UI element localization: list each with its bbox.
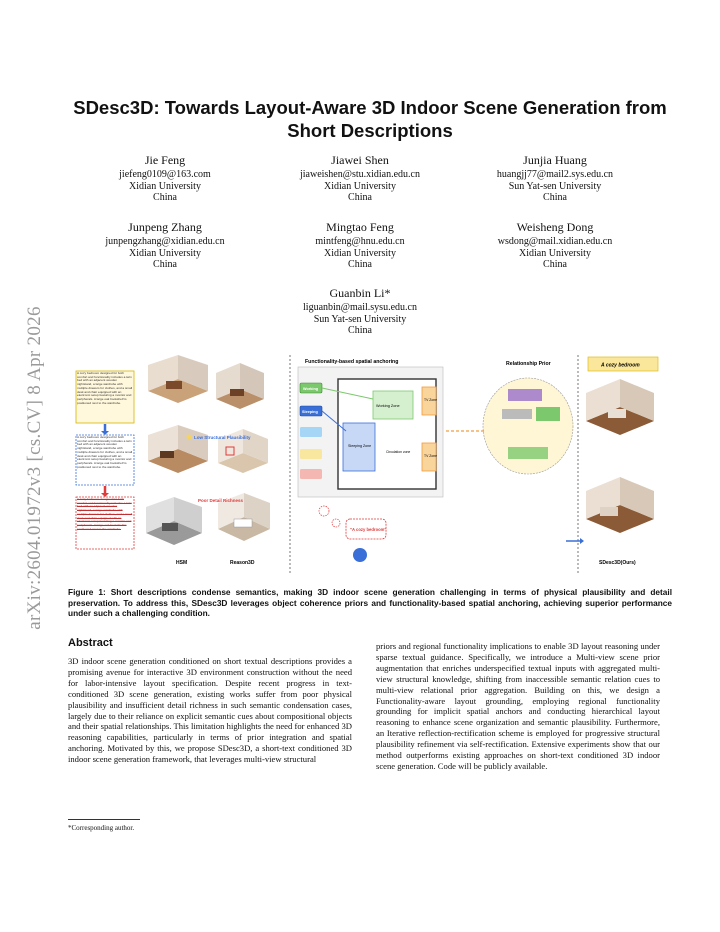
author-country: China [153, 192, 177, 203]
author-name: Jie Feng [144, 153, 186, 167]
author-email: wsdong@mail.xidian.edu.cn [497, 236, 613, 247]
abstract-heading: Abstract [68, 637, 113, 649]
paper-title: SDesc3D: Towards Layout-Aware 3D Indoor Scene Generation from Short Descriptions [73, 97, 667, 141]
down-arrow-icon [101, 431, 109, 435]
author-email: jiefeng0109@163.com [119, 169, 211, 180]
ours-label: SDesc3D(Ours) [599, 560, 636, 566]
abstract-right-column: priors and regional functionality implications to enable 3D layout reasoning under sparse textual guidance. Specifically, we introduce a Multi-view scene prior augmentation that enriches underspecified textual inputs with aggregated multi-view structural knowledge, shifting from inaccessible semantic relation cues to multi-view relational prior aggregation. Building on this, we design a Functionality-aware layout grounding, employing regional functionality grounding for implicit spatial anchors and conducting hierarchical layout reasoning to enhance scene organization and semantic plausibility. Furthermore, an Iterative reflection-rectification scheme is employed for progressive structural plausibility refinement via self-rectification. Extensive experiments show that our method outperforms existing approaches on short-text conditioned 3D indoor scene generation. Code will be publicly available. [376, 641, 660, 771]
author-affiliation: Xidian University [324, 180, 396, 192]
author-block-5 [260, 220, 460, 271]
author-name: Guanbin Li* [329, 286, 391, 300]
func-anchoring-title: Functionality-based spatial anchoring [305, 359, 399, 365]
warning-icon [187, 435, 192, 440]
prompt-box-bottom [76, 497, 134, 549]
poor-detail-label: Poor Detail Richness [198, 498, 244, 503]
author-email: liguanbin@mail.sysu.edu.cn [303, 302, 417, 313]
cozy-box-text: A cozy bedroom [601, 362, 640, 369]
author-block-6 [455, 220, 655, 271]
hsm-render-2 [148, 425, 208, 473]
tag-yellow [300, 449, 322, 459]
prompt-text: A cozy bedroom designed for both comfort and functionality includes a twin bed with an adjacent wooden nightstand, a large wardrobe with multiple drawers for clothes, and a small desk and chair equipped with an electronic setup featuring a monitor and peripherals. A large oak bookshelf is positioned next to the wardrobe. [77, 372, 133, 405]
tv-zone-label: TV Zone [424, 454, 438, 458]
prompt-text: A cozy bedroom designed for both comfort and functionality includes a twin bed with an adjacent wooden nightstand, a large wardrobe with multiple drawers for clothes, and a small desk and chair equipped with an electronic setup featuring a monitor and peripherals. A large oak bookshelf is positioned next to the wardrobe. [77, 498, 133, 531]
author-name: Junjia Huang [523, 153, 587, 167]
cozy-bubble-text: "A cozy bedroom" [350, 527, 387, 532]
author-email: jiaweishen@stu.xidian.edu.cn [299, 169, 420, 180]
tag-light-blue [300, 427, 322, 437]
relation-object [508, 389, 542, 401]
author-block-7 [260, 286, 460, 337]
arxiv-stamp-text: arXiv:2604.01972v3 [cs.CV] 8 Apr 2026 [24, 306, 45, 630]
tv-zone-label: TV Zone [424, 398, 438, 402]
author-name: Weisheng Dong [516, 220, 594, 234]
teaser-figure [68, 351, 668, 579]
right-arrow-icon [580, 538, 584, 544]
hsm-label: HSM [176, 560, 188, 566]
author-country: China [153, 259, 177, 270]
footnote-rule [68, 819, 140, 820]
author-email: mintfeng@hnu.edu.cn [315, 236, 405, 247]
author-country: China [543, 259, 567, 270]
relationship-prior-title: Relationship Prior [506, 361, 551, 367]
reason3d-render-1 [216, 363, 264, 409]
author-name: Junpeng Zhang [128, 220, 202, 234]
author-country: China [348, 192, 372, 203]
prompt-box-middle [76, 435, 134, 485]
ours-render-1 [586, 379, 654, 435]
author-country: China [348, 259, 372, 270]
sleeping-tag-label: Sleeping [302, 410, 318, 414]
hsm-render-3 [146, 497, 202, 545]
thought-bubble-dot [332, 519, 340, 527]
arxiv-stamp [10, 268, 60, 668]
abstract-left-column: 3D indoor scene generation conditioned on short textual descriptions provides a promising avenue for interactive 3D environment construction without the need for labor-intensive layout specification. Despite recent progress in text-conditioned 3D scene generation, existing works suffer from poor physical plausibility and insufficient detail richness in such semantic condensation cases, largely due to their reliance on explicit semantic cues about compositional objects and their spatial relationships. This limitation highlights the need for enhanced 3D reasoning capabilities, particularly in terms of prior integration and spatial anchoring. Motivated by this, we propose SDesc3D, a short-text conditioned 3D indoor scene generation framework, that leverages multi-view structural [68, 656, 352, 765]
author-block-1 [65, 153, 265, 204]
prompt-text: A cozy bedroom designed for both comfort and functionality includes a twin bed with an adjacent wooden nightstand, a large wardrobe with multiple drawers for clothes, and a small desk and chair equipped with an electronic setup featuring a monitor and peripherals. A large oak bookshelf is positioned next to the wardrobe. [77, 436, 133, 469]
author-affiliation: Xidian University [324, 247, 396, 259]
sleeping-zone-label: Sleeping Zone [348, 444, 372, 448]
thought-bubble-dot [319, 506, 329, 516]
footnote: *Corresponding author. [68, 824, 135, 832]
author-affiliation: Xidian University [129, 180, 201, 192]
working-tag-label: Working [303, 387, 319, 391]
brain-icon [353, 548, 367, 562]
author-country: China [348, 325, 372, 336]
working-zone-label: Working Zone [376, 404, 400, 408]
author-country: China [543, 192, 567, 203]
author-affiliation: Xidian University [519, 247, 591, 259]
ours-render-2 [586, 477, 654, 533]
figure-caption: Figure 1: Short descriptions condense semantics, making 3D indoor scene generation challenging in terms of physical plausibility and detail preservation. To address this, SDesc3D leverages object coherence priors and functionality-based spatial anchoring, achieving superior performance under such a challenging condition. [68, 587, 672, 619]
tag-pink [300, 469, 322, 479]
author-name: Jiawei Shen [331, 153, 389, 167]
author-email: huangjj77@mail2.sys.edu.cn [496, 169, 614, 180]
author-affiliation: Sun Yat-sen University [313, 313, 407, 325]
relation-object [508, 447, 548, 459]
author-block-3 [455, 153, 655, 204]
low-structural-label: Low Structural Plausibility [194, 435, 251, 440]
author-block-4 [65, 220, 265, 271]
author-email: junpengzhang@xidian.edu.cn [105, 236, 225, 247]
relation-object [536, 407, 560, 421]
reason3d-label: Reason3D [230, 560, 255, 566]
down-arrow-icon [101, 493, 109, 497]
author-affiliation: Xidian University [129, 247, 201, 259]
author-block-2 [260, 153, 460, 204]
hsm-render-1 [148, 355, 208, 403]
author-name: Mingtao Feng [326, 220, 394, 234]
author-affiliation: Sun Yat-sen University [508, 180, 602, 192]
circulation-zone-label: Circulation zone [386, 450, 411, 454]
relation-object [502, 409, 532, 419]
prompt-box-top [76, 371, 134, 423]
